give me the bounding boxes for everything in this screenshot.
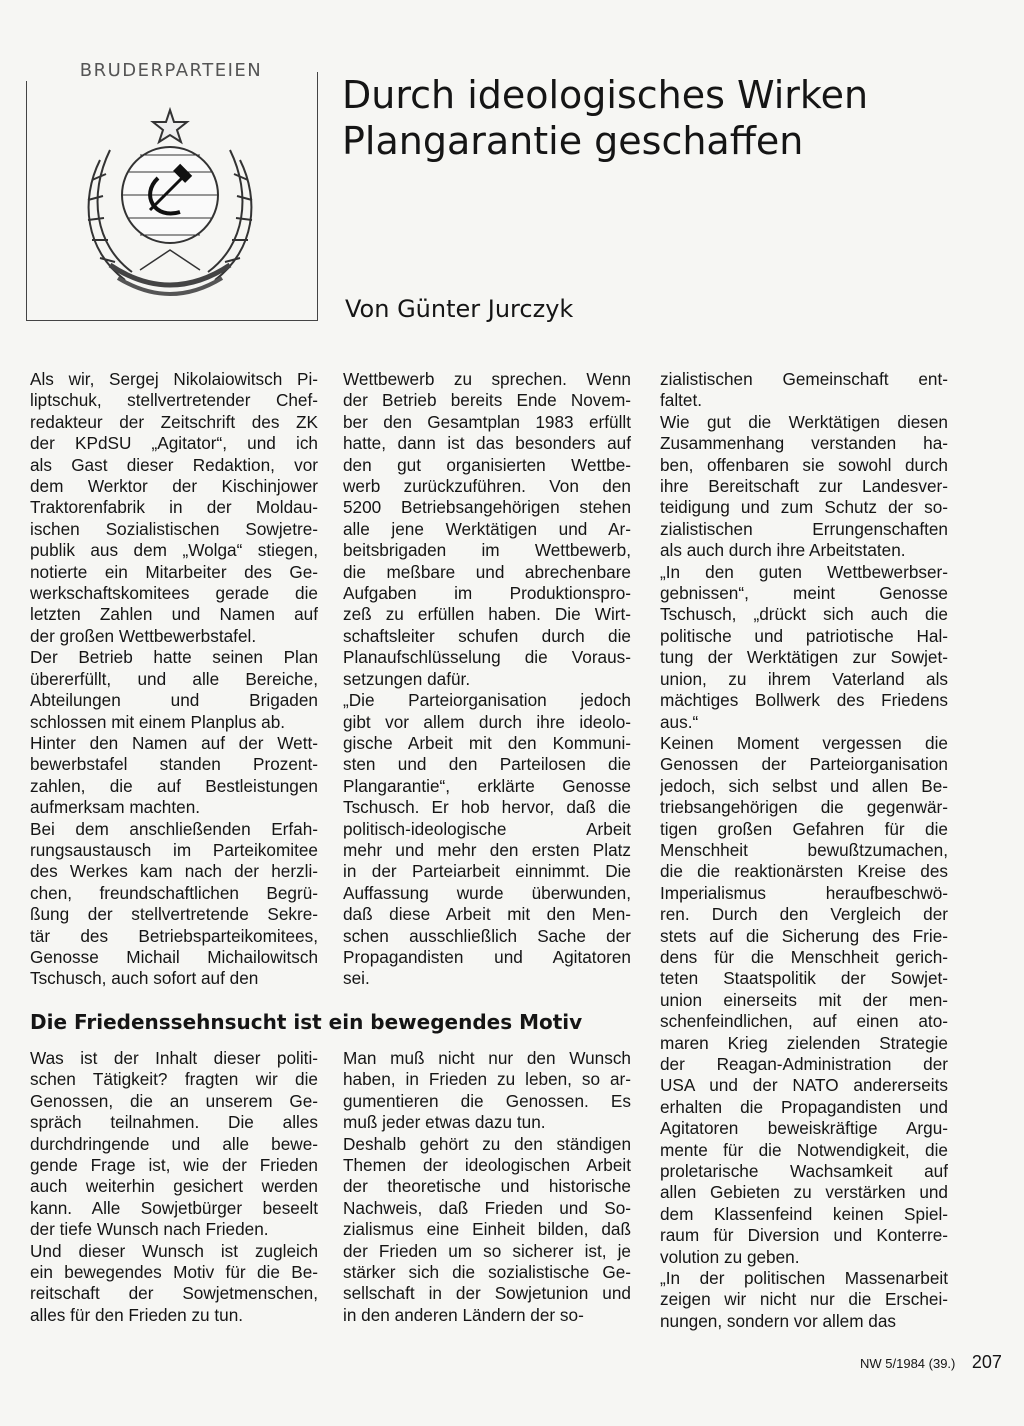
text-line: Aufgaben im Produktionspro- — [343, 583, 631, 604]
text-line: spräch teilnahmen. Die alles — [30, 1112, 318, 1133]
text-line: publik aus dem „Wolga“ stiegen, — [30, 540, 318, 561]
text-line: Abteilungen und Brigaden — [30, 690, 318, 711]
text-line: durchdringende und alle bewe- — [30, 1133, 318, 1154]
text-line: gische Arbeit mit den Kommuni- — [343, 732, 631, 753]
text-line: politische und patriotische Hal- — [660, 625, 948, 646]
text-line: Genossen, die an unserem Ge- — [30, 1090, 318, 1111]
text-line: aus.“ — [660, 711, 699, 732]
section-label-text: BRUDERPARTEIEN — [76, 60, 267, 81]
text-line: Der Betrieb hatte seinen Plan — [30, 647, 318, 668]
text-line: proletarische Wachsamkeit auf — [660, 1161, 948, 1182]
text-line: USA und der NATO andererseits — [660, 1075, 948, 1096]
text-line: in den anderen Ländern der so- — [343, 1304, 584, 1325]
text-line: haben, in Frieden zu leben, so ar- — [343, 1069, 631, 1090]
text-line: ber den Gesamtplan 1983 erfüllt — [343, 411, 631, 432]
text-line: raum für Diversion und Konterre- — [660, 1225, 948, 1246]
text-line: Planaufschlüsselung die Voraus- — [343, 647, 631, 668]
text-line: sten und den Parteilosen die — [343, 754, 631, 775]
text-line: Nachweis, daß Frieden und So- — [343, 1197, 631, 1218]
subheading: Die Friedenssehnsucht ist ein bewegendes Motiv — [30, 1010, 583, 1034]
text-line: Menschheit bewußtzumachen, — [660, 839, 948, 860]
body-column-2-top — [343, 369, 631, 990]
text-line: zialismus eine Einheit bilden, daß — [343, 1219, 631, 1240]
text-line: der Reagan-Administration der — [660, 1054, 948, 1074]
text-line: Auffassung wurde überwunden, — [343, 882, 631, 903]
page-number: 207 — [971, 1352, 1002, 1372]
text-line: sei. — [343, 968, 370, 989]
text-line: maren Krieg zielenden Strategie — [660, 1032, 948, 1053]
text-line: hatte, dann ist das besonders auf — [343, 433, 631, 454]
section-label — [26, 60, 316, 81]
text-line: zeß zu erfüllen haben. Die Wirt- — [343, 604, 631, 625]
text-line: mente für die Notwendigkeit, die — [660, 1139, 948, 1160]
text-line: übererfüllt, und alle Bereiche, — [30, 668, 318, 689]
text-line: der großen Wettbewerbstafel. — [30, 625, 257, 646]
text-line: schlossen mit einem Planplus ab. — [30, 711, 286, 732]
text-line: ßung der stellvertretende Sekre- — [30, 904, 318, 925]
text-line: ischen Sozialistischen Sowjetre- — [30, 518, 318, 539]
text-line: „In der politischen Massenarbeit — [660, 1268, 948, 1289]
text-line: Deshalb gehört zu den ständigen — [343, 1133, 631, 1154]
text-line: faltet. — [660, 390, 703, 411]
text-line: Bei dem anschließenden Erfah- — [30, 818, 318, 839]
text-line: die meßbare und abrechenbare — [343, 561, 631, 582]
text-line: mächtiges Bollwerk des Friedens — [660, 690, 948, 711]
text-line: Imperialismus heraufbeschwö- — [660, 882, 948, 903]
text-line: Propagandisten und Agitatoren — [343, 946, 631, 967]
text-line: tung der Werktätigen zur Sowjet- — [660, 647, 948, 668]
text-line: Tschusch, auch sofort auf den — [30, 968, 259, 989]
text-line: als auch durch ihre Arbeitstaten. — [660, 540, 906, 561]
body-column-2-bottom — [343, 1048, 631, 1326]
text-line: setzungen dafür. — [343, 668, 471, 689]
text-line: auch weiterhin gesichert werden — [30, 1176, 318, 1197]
body-column-1-bottom — [30, 1048, 318, 1326]
text-line: Wettbewerb zu sprechen. Wenn — [343, 369, 631, 389]
text-line: Genossen der Parteiorganisation — [660, 754, 948, 775]
text-line: Und dieser Wunsch ist zugleich — [30, 1240, 318, 1261]
text-line: jedoch, sich selbst und allen Be- — [660, 775, 948, 796]
text-line: schen Tätigkeit? fragten wir die — [30, 1069, 318, 1090]
text-line: union einerseits mit der men- — [660, 989, 948, 1010]
text-line: stärker sich die sozialistische Ge- — [343, 1262, 631, 1283]
text-line: den gut organisierten Wettbe- — [343, 454, 631, 475]
text-line: allen Gebieten zu verstärken und — [660, 1182, 948, 1203]
text-line: Hinter den Namen auf der Wett- — [30, 732, 318, 753]
text-line: ben, offenbaren sie sowohl durch — [660, 454, 948, 475]
text-line: aufmerksam machten. — [30, 797, 201, 818]
article-title-line: Durch ideologisches Wirken — [342, 73, 869, 117]
text-line: gebnissen“, meint Genosse — [660, 583, 948, 604]
text-line: „Die Parteiorganisation jedoch — [343, 690, 631, 711]
text-line: reitschaft der Sowjetmenschen, — [30, 1283, 318, 1304]
text-line: Genosse Michail Michailowitsch — [30, 946, 318, 967]
text-line: Tschusch. Er hob hervor, daß die — [343, 797, 631, 818]
text-line: teten Staatspolitik der Sowjet- — [660, 968, 948, 989]
text-line: letzten Zahlen und Namen auf — [30, 604, 318, 625]
text-line: werkschaftskomitees gerade die — [30, 583, 318, 604]
body-column-1-top — [30, 369, 318, 990]
text-line: Themen der ideologischen Arbeit — [343, 1155, 631, 1176]
text-line: Agitatoren beweiskräftige Argu- — [660, 1118, 948, 1139]
text-line: der Frieden um so sicherer ist, je — [343, 1240, 631, 1261]
text-line: der KPdSU „Agitator“, und ich — [30, 433, 318, 454]
author-byline: Von Günter Jurczyk — [345, 295, 574, 323]
page-footer — [860, 1352, 1002, 1373]
text-line: mehr und mehr den ersten Platz — [343, 839, 631, 860]
text-line: zialistischen Errungenschaften — [660, 518, 948, 539]
text-line: Was ist der Inhalt dieser politi- — [30, 1048, 318, 1068]
text-line: muß jeder etwas dazu tun. — [343, 1112, 546, 1133]
text-line: liptschuk, stellvertretender Chef- — [30, 390, 318, 411]
text-line: teidigung und zum Schutz der so- — [660, 497, 948, 518]
text-line: rungsaustausch im Parteikomitee — [30, 839, 318, 860]
text-line: gibt vor allem durch ihre ideolo- — [343, 711, 631, 732]
text-line: nungen, sondern vor allem das — [660, 1310, 897, 1331]
text-line: gumentieren die Genossen. Es — [343, 1090, 631, 1111]
text-line: beitsbrigaden im Wettbewerb, — [343, 540, 631, 561]
text-line: bewerbstafel standen Prozent- — [30, 754, 318, 775]
text-line: volution zu geben. — [660, 1246, 800, 1267]
text-line: die die reaktionärsten Kreise des — [660, 861, 948, 882]
journal-reference: NW 5/1984 (39.) — [860, 1356, 956, 1371]
text-line: notierte ein Mitarbeiter des Ge- — [30, 561, 318, 582]
text-line: Traktorenfabrik in der Moldau- — [30, 497, 318, 518]
body-column-3 — [660, 369, 948, 1332]
text-line: schaftsleiter schufen durch die — [343, 625, 631, 646]
text-line: als Gast dieser Redaktion, vor — [30, 454, 318, 475]
text-line: ein bewegendes Motiv für die Be- — [30, 1262, 318, 1283]
text-line: der tiefe Wunsch nach Frieden. — [30, 1219, 269, 1240]
text-line: kann. Alle Sowjetbürger beseelt — [30, 1197, 318, 1218]
text-line: Tschusch, „drückt sich auch die — [660, 604, 948, 625]
text-line: Als wir, Sergej Nikolaiowitsch Pi- — [30, 369, 318, 389]
text-line: politisch-ideologische Arbeit — [343, 818, 631, 839]
text-line: dem Klassenfeind keinen Spiel- — [660, 1203, 948, 1224]
text-line: Wie gut die Werktätigen diesen — [660, 411, 948, 432]
text-line: alles für den Frieden zu tun. — [30, 1304, 244, 1325]
text-line: Keinen Moment vergessen die — [660, 732, 948, 753]
article-title — [342, 72, 982, 164]
text-line: der Betrieb bereits Ende Novem- — [343, 390, 631, 411]
text-line: chen, freundschaftlichen Begrü- — [30, 882, 318, 903]
text-line: Zusammenhang verstanden ha- — [660, 433, 948, 454]
text-line: tigen großen Gefahren für die — [660, 818, 948, 839]
text-line: zahlen, die auf Bestleistungen — [30, 775, 318, 796]
text-line: des Werkes kam nach der herzli- — [30, 861, 318, 882]
text-line: zialistischen Gemeinschaft ent- — [660, 369, 948, 389]
text-line: alle jene Werktätigen und Ar- — [343, 518, 631, 539]
text-line: union, zu ihrem Vaterland als — [660, 668, 948, 689]
text-line: „In den guten Wettbewerbser- — [660, 561, 948, 582]
text-line: redakteur der Zeitschrift des ZK — [30, 411, 318, 432]
text-line: Plangarantie“, erklärte Genosse — [343, 775, 631, 796]
text-line: zeigen wir nicht nur die Erschei- — [660, 1289, 948, 1310]
text-line: sellschaft in der Sowjetunion und — [343, 1283, 631, 1304]
text-line: der theoretische und historische — [343, 1176, 631, 1197]
text-line: schen ausschließlich Sache der — [343, 925, 631, 946]
text-line: ihre Bereitschaft zur Landesver- — [660, 476, 948, 497]
text-line: gende Frage ist, wie der Frieden — [30, 1155, 318, 1176]
text-line: dens für die Menschheit gerich- — [660, 946, 948, 967]
text-line: ren. Durch den Vergleich der — [660, 904, 948, 925]
text-line: stets auf die Sicherung des Frie- — [660, 925, 948, 946]
text-line: in der Parteiarbeit einnimmt. Die — [343, 861, 631, 882]
text-line: 5200 Betriebsangehörigen stehen — [343, 497, 631, 518]
text-line: schenfeindlichen, auf einen ato- — [660, 1011, 948, 1032]
text-line: dem Werktor der Kischinjower — [30, 476, 318, 497]
text-line: tär des Betriebsparteikomitees, — [30, 925, 318, 946]
article-title-line: Plangarantie geschaffen — [342, 119, 804, 163]
text-line: werb zurückzuführen. Von den — [343, 476, 631, 497]
text-line: daß diese Arbeit mit den Men- — [343, 904, 631, 925]
soviet-state-emblem-icon — [70, 100, 270, 305]
text-line: erhalten die Propagandisten und — [660, 1096, 948, 1117]
text-line: Man muß nicht nur den Wunsch — [343, 1048, 631, 1068]
text-line: triebsangehörigen die gegenwär- — [660, 797, 948, 818]
